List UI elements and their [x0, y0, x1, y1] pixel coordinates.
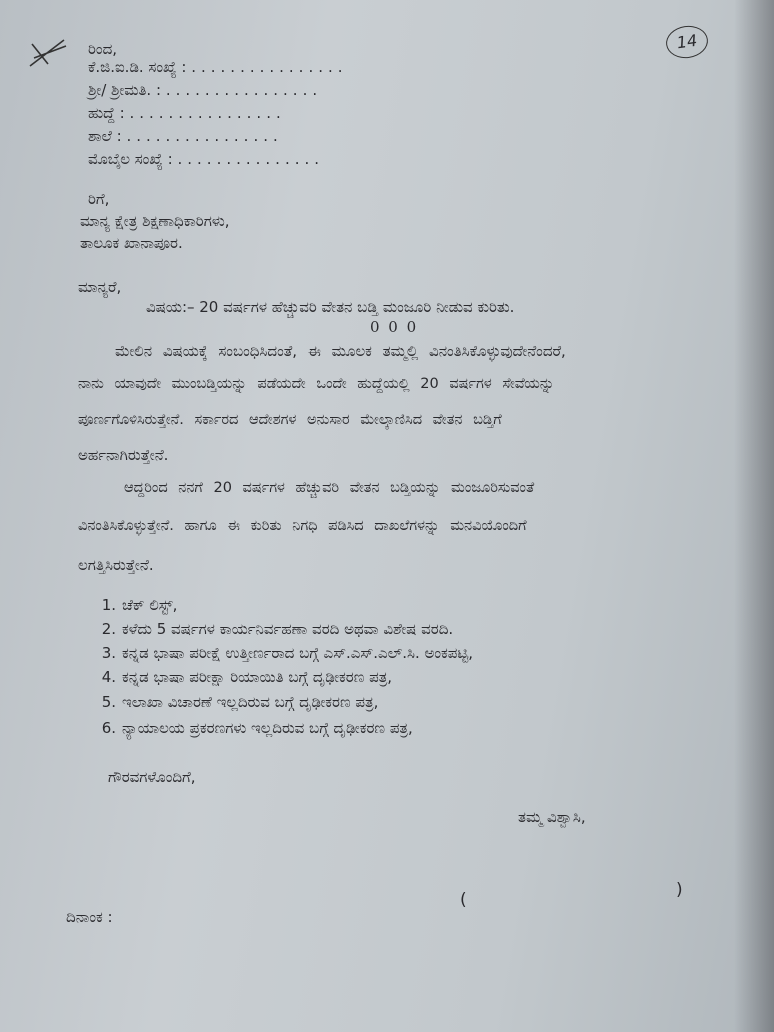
attachment-text: ಇಲಾಖಾ ವಿಚಾರಣೆ ಇಲ್ಲದಿರುವ ಬಗ್ಗೆ ದೃಢೀಕರಣ ಪತ್ರ, [122, 693, 379, 711]
signature-paren-open: ( [460, 890, 467, 910]
school-label: ಶಾಲೆ : [88, 127, 122, 145]
body-p1-line-3: ಪೂರ್ಣಗೊಳಿಸಿರುತ್ತೇನೆ. ಸರ್ಕಾರದ ಆದೇಶಗಳ ಅನುಸಾರ ಮೇಲ್ಕಾಣಿಸಿದ ವೇತನ ಬಡ್ತಿಗೆ [78, 412, 502, 428]
attachment-number: 1. [101, 596, 116, 614]
attachment-number: 5. [101, 693, 116, 711]
subject-line: ವಿಷಯ:– 20 ವರ್ಷಗಳ ಹೆಚ್ಚುವರಿ ವೇತನ ಬಡ್ತಿ ಮಂಜೂರಿ ನೀಡುವ ಕುರಿತು. [146, 298, 515, 316]
page-number: 14 [664, 23, 710, 61]
body-p1-line-2: ನಾನು ಯಾವುದೇ ಮುಂಬಡ್ತಿಯನ್ನು ಪಡೆಯದೇ ಒಂದೇ ಹುದ್ದೆಯಲ್ಲಿ 20 ವರ್ಷಗಳ ಸೇವೆಯನ್ನು [78, 376, 555, 392]
attachment-text: ಕನ್ನಡ ಭಾಷಾ ಪರೀಕ್ಷೆ ಉತ್ತೀರ್ಣರಾದ ಬಗ್ಗೆ ಎಸ್.ಎಸ್.ಎಲ್.ಸಿ. ಅಂಕಪಟ್ಟಿ, [122, 644, 474, 662]
kgid-label: ಕೆ.ಜಿ.ಐ.ಡಿ. ಸಂಖ್ಯೆ : [88, 58, 187, 76]
mobile-line [88, 150, 324, 168]
recipient-line-1: ಮಾನ್ಯ ಕ್ಷೇತ್ರ ಶಿಕ್ಷಣಾಧಿಕಾರಿಗಳು, [80, 212, 230, 230]
attachment-number: 3. [101, 644, 116, 662]
attachment-number: 4. [101, 668, 116, 686]
mobile-dots: ............... [177, 150, 325, 168]
designation-dots: ................ [129, 104, 286, 122]
page-shadow [734, 0, 774, 1032]
recipient-line-2: ತಾಲೂಕ ಖಾನಾಪೂರ. [80, 234, 183, 252]
name-dots: ................ [165, 81, 323, 99]
attachment-text: ಚೆಕ್ ಲಿಸ್ಟ್, [122, 596, 178, 614]
date-label: ದಿನಾಂಕ : [66, 908, 113, 926]
body-p2-line-1: ಆದ್ದರಿಂದ ನನಗೆ 20 ವರ್ಷಗಳ ಹೆಚ್ಚುವರಿ ವೇತನ ಬಡ್ತಿಯನ್ನು ಮಂಜೂರಿಸುವಂತೆ [124, 480, 535, 496]
body-p1-line-4: ಅರ್ಹನಾಗಿರುತ್ತೇನೆ. [78, 446, 169, 464]
body-p2-line-3: ಲಗತ್ತಿಸಿರುತ್ತೇನೆ. [78, 556, 154, 574]
kgid-dots: ................ [191, 58, 348, 76]
school-dots: ................ [126, 127, 283, 145]
kgid-line [88, 58, 348, 76]
signature-paren-close: ) [676, 880, 683, 900]
sign-off: ತಮ್ಮ ವಿಶ್ವಾಸಿ, [518, 808, 586, 826]
salutation: ಮಾನ್ಯರೆ, [78, 278, 122, 296]
attachment-text: ನ್ಯಾಯಾಲಯ ಪ್ರಕರಣಗಳು ಇಲ್ಲದಿರುವ ಬಗ್ಗೆ ದೃಢೀಕರಣ ಪತ್ರ, [122, 719, 413, 737]
attachment-text: ಕಳೆದು 5 ವರ್ಷಗಳ ಕಾರ್ಯನಿರ್ವಹಣಾ ವರದಿ ಅಥವಾ ವಿಶೇಷ ವರದಿ. [122, 620, 454, 638]
attachment-number: 2. [101, 620, 116, 638]
designation-line [88, 104, 286, 122]
attachment-number: 6. [101, 719, 116, 737]
from-label: ರಿಂದ, [88, 40, 118, 58]
separator: 0 0 0 [370, 318, 419, 336]
attachment-text: ಕನ್ನಡ ಭಾಷಾ ಪರೀಕ್ಷಾ ರಿಯಾಯಿತಿ ಬಗ್ಗೆ ದೃಢೀಕರಣ ಪತ್ರ, [122, 668, 393, 686]
body-p2-line-2: ವಿನಂತಿಸಿಕೊಳ್ಳುತ್ತೇನೆ. ಹಾಗೂ ಈ ಕುರಿತು ನಿಗಧಿ ಪಡಿಸಿದ ದಾಖಲೆಗಳನ್ನು ಮನವಿಯೊಂದಿಗೆ [78, 518, 527, 534]
school-line [88, 127, 283, 145]
body-p1-line-1: ಮೇಲಿನ ವಿಷಯಕ್ಕೆ ಸಂಬಂಧಿಸಿದಂತೆ, ಈ ಮೂಲಕ ತಮ್ಮಲ್ಲಿ ವಿನಂತಿಸಿಕೊಳ್ಳುವುದೇನೆಂದರೆ, [115, 342, 566, 360]
closing: ಗೌರವಗಳೊಂದಿಗೆ, [108, 768, 196, 786]
name-label: ಶ್ರೀ/ ಶ್ರೀಮತಿ. : [88, 81, 162, 99]
to-label: ರಿಗೆ, [88, 190, 110, 208]
designation-label: ಹುದ್ದೆ : [88, 104, 125, 122]
mobile-label: ಮೊಬೈಲ ಸಂಖ್ಯೆ : [88, 150, 173, 168]
name-line [88, 81, 322, 99]
pen-strike-mark [28, 36, 68, 70]
